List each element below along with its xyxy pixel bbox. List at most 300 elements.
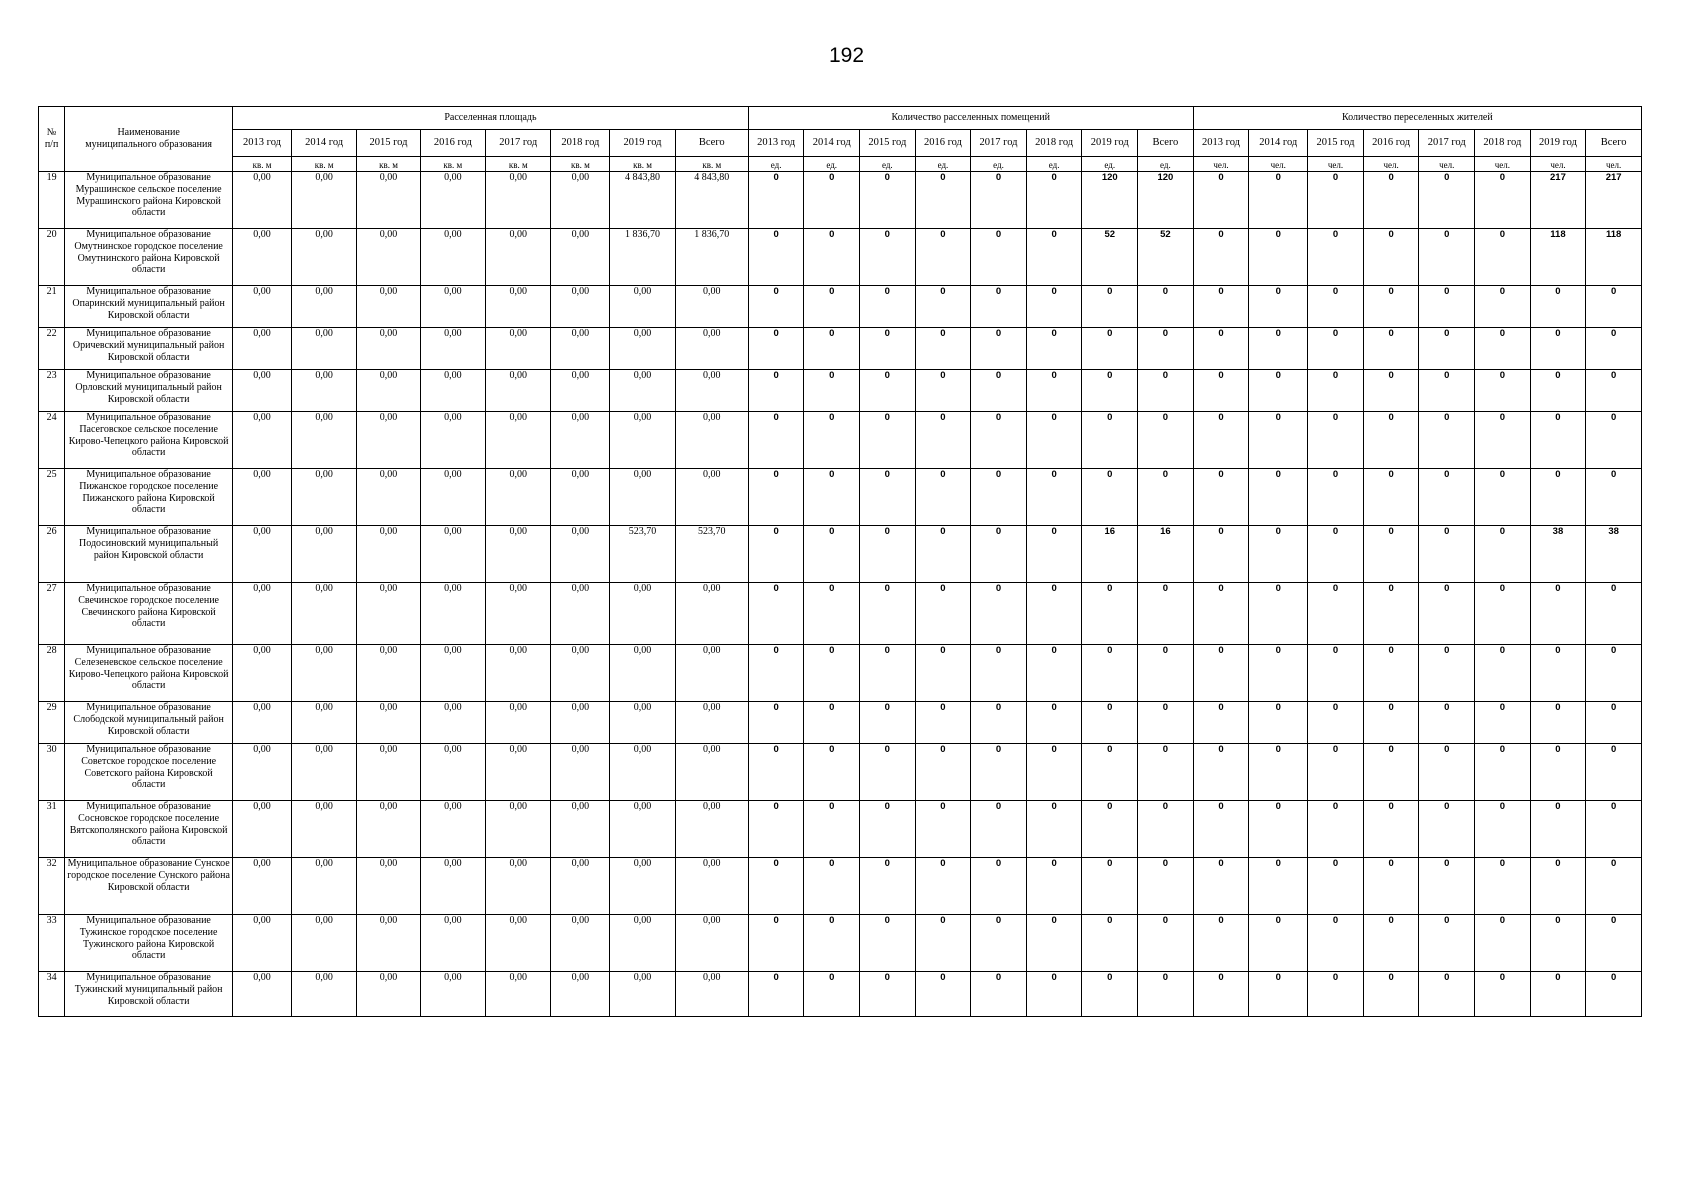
cell-value: 0 [915,370,971,412]
municipality-name: Муниципальное образование Оричевский муниципальный район Кировской области [65,328,233,370]
header-unit: чел. [1475,157,1531,172]
cell-value: 0 [1082,801,1138,858]
cell-value: 0 [1249,526,1308,583]
cell-value: 0 [1475,172,1531,229]
header-year: 2015 год [1308,130,1364,157]
cell-value: 0,00 [675,370,748,412]
cell-value: 0,00 [610,583,675,645]
header-name: Наименование муниципального образования [65,107,233,172]
cell-value: 0 [1082,370,1138,412]
cell-value: 0,00 [233,286,292,328]
cell-value: 0 [1530,412,1586,469]
cell-value: 0 [1363,858,1419,915]
cell-value: 0 [1138,370,1194,412]
cell-value: 0 [1308,858,1364,915]
cell-value: 0 [915,172,971,229]
cell-value: 0 [1249,744,1308,801]
cell-value: 0 [915,972,971,1017]
cell-value: 0 [915,286,971,328]
cell-value: 0 [1308,328,1364,370]
cell-value: 0,00 [675,286,748,328]
cell-value: 0,00 [357,583,420,645]
cell-value: 0 [748,972,804,1017]
cell-value: 0,00 [420,801,485,858]
cell-value: 0 [1249,229,1308,286]
cell-value: 0,00 [610,370,675,412]
cell-value: 0,00 [420,469,485,526]
cell-value: 4 843,80 [675,172,748,229]
cell-value: 0 [1193,645,1249,702]
cell-value: 0 [1026,858,1082,915]
header-year: 2016 год [1363,130,1419,157]
cell-value: 0 [748,526,804,583]
cell-value: 0 [1419,858,1475,915]
cell-value: 0,00 [610,645,675,702]
cell-value: 0,00 [420,229,485,286]
cell-value: 0 [1308,972,1364,1017]
cell-value: 0 [1419,744,1475,801]
cell-value: 0 [1363,702,1419,744]
cell-value: 0 [1308,702,1364,744]
cell-value: 0,00 [486,469,551,526]
cell-value: 0,00 [357,229,420,286]
cell-value: 0 [1419,702,1475,744]
cell-value: 0,00 [233,858,292,915]
cell-value: 0,00 [486,744,551,801]
cell-value: 0 [1026,801,1082,858]
cell-value: 0,00 [551,526,610,583]
cell-value: 0,00 [357,172,420,229]
cell-value: 0 [1026,645,1082,702]
cell-value: 0,00 [233,229,292,286]
cell-value: 0,00 [551,229,610,286]
municipality-name: Муниципальное образование Опаринский муниципальный район Кировской области [65,286,233,328]
cell-value: 0 [804,412,860,469]
cell-value: 0 [1193,744,1249,801]
cell-value: 0 [1249,801,1308,858]
cell-value: 0 [1530,645,1586,702]
cell-value: 0,00 [675,412,748,469]
table-row [39,526,1642,583]
cell-value: 0,00 [486,286,551,328]
cell-value: 0 [1193,801,1249,858]
cell-value: 0 [1193,583,1249,645]
cell-value: 0 [1586,469,1642,526]
cell-value: 0,00 [291,328,356,370]
cell-value: 0 [860,370,916,412]
cell-value: 0,00 [551,469,610,526]
cell-value: 0 [915,328,971,370]
cell-value: 0,00 [291,286,356,328]
cell-value: 0 [1249,702,1308,744]
cell-value: 0 [1419,412,1475,469]
table-row [39,744,1642,801]
cell-value: 0,00 [291,172,356,229]
cell-value: 0 [1363,583,1419,645]
cell-value: 0 [1308,915,1364,972]
cell-value: 0,00 [233,645,292,702]
cell-value: 0,00 [291,915,356,972]
header-unit: кв. м [291,157,356,172]
header-unit: кв. м [675,157,748,172]
row-number: 21 [39,286,65,328]
header-year: 2017 год [971,130,1027,157]
cell-value: 0 [971,583,1027,645]
cell-value: 0 [1249,583,1308,645]
cell-value: 0 [804,370,860,412]
row-number: 27 [39,583,65,645]
cell-value: 0,00 [420,915,485,972]
row-number: 31 [39,801,65,858]
cell-value: 0 [971,645,1027,702]
cell-value: 0 [1363,172,1419,229]
cell-value: 0 [1082,328,1138,370]
cell-value: 0 [1475,583,1531,645]
cell-value: 0 [1475,744,1531,801]
cell-value: 0,00 [610,972,675,1017]
header-year: 2018 год [551,130,610,157]
table-row [39,972,1642,1017]
cell-value: 0,00 [233,328,292,370]
header-unit: чел. [1530,157,1586,172]
page-number: 192 [828,44,865,67]
cell-value: 0,00 [551,412,610,469]
header-unit: ед. [804,157,860,172]
cell-value: 523,70 [675,526,748,583]
cell-value: 0 [1530,801,1586,858]
table-row [39,286,1642,328]
cell-value: 0 [1249,370,1308,412]
cell-value: 0,00 [675,801,748,858]
cell-value: 0,00 [357,858,420,915]
header-year: Всего [1586,130,1642,157]
municipality-name: Муниципальное образование Свечинское городское поселение Свечинского района Кировской области [65,583,233,645]
cell-value: 0,00 [233,972,292,1017]
cell-value: 0,00 [420,526,485,583]
cell-value: 0,00 [420,583,485,645]
cell-value: 0,00 [357,370,420,412]
cell-value: 0 [1249,469,1308,526]
cell-value: 0,00 [610,744,675,801]
cell-value: 0 [860,801,916,858]
cell-value: 0 [1419,915,1475,972]
cell-value: 0 [860,915,916,972]
cell-value: 0 [748,412,804,469]
cell-value: 0,00 [357,915,420,972]
cell-value: 0,00 [420,412,485,469]
header-year: 2014 год [1249,130,1308,157]
row-number: 26 [39,526,65,583]
cell-value: 0 [1026,972,1082,1017]
cell-value: 0 [1530,744,1586,801]
table-row [39,469,1642,526]
cell-value: 0 [1586,286,1642,328]
cell-value: 4 843,80 [610,172,675,229]
cell-value: 0 [748,645,804,702]
cell-value: 0 [1308,229,1364,286]
cell-value: 0 [1475,858,1531,915]
cell-value: 0 [860,412,916,469]
header-year: 2014 год [804,130,860,157]
cell-value: 0 [860,286,916,328]
cell-value: 0,00 [233,744,292,801]
cell-value: 0 [1249,328,1308,370]
cell-value: 0 [1026,583,1082,645]
municipality-name: Муниципальное образование Тужинский муниципальный район Кировской области [65,972,233,1017]
cell-value: 0,00 [357,645,420,702]
cell-value: 0,00 [233,915,292,972]
table-row [39,412,1642,469]
header-unit: ед. [1138,157,1194,172]
cell-value: 0 [1419,370,1475,412]
cell-value: 0,00 [233,583,292,645]
cell-value: 0 [1475,469,1531,526]
cell-value: 0 [1082,645,1138,702]
cell-value: 0 [1363,229,1419,286]
cell-value: 0 [1138,583,1194,645]
cell-value: 0 [804,469,860,526]
cell-value: 0 [1586,915,1642,972]
cell-value: 0 [1026,328,1082,370]
cell-value: 0 [860,583,916,645]
cell-value: 0 [1138,702,1194,744]
table-row [39,801,1642,858]
cell-value: 0 [748,172,804,229]
cell-value: 0 [1026,526,1082,583]
cell-value: 0 [748,328,804,370]
cell-value: 0 [971,286,1027,328]
municipality-name: Муниципальное образование Сосновское городское поселение Вятскополянского района Кировской области [65,801,233,858]
cell-value: 0 [1475,229,1531,286]
cell-value: 0 [1530,858,1586,915]
cell-value: 0 [915,229,971,286]
cell-value: 0 [1193,328,1249,370]
cell-value: 0,00 [291,526,356,583]
cell-value: 0,00 [291,972,356,1017]
cell-value: 0 [971,328,1027,370]
cell-value: 0 [1363,328,1419,370]
cell-value: 0 [860,744,916,801]
cell-value: 0 [1530,702,1586,744]
cell-value: 0,00 [675,583,748,645]
cell-value: 0 [804,286,860,328]
cell-value: 0 [1249,412,1308,469]
header-year: 2013 год [748,130,804,157]
cell-value: 0 [1082,286,1138,328]
cell-value: 0 [804,229,860,286]
cell-value: 0 [1586,645,1642,702]
cell-value: 0 [1363,645,1419,702]
cell-value: 0 [1475,526,1531,583]
cell-value: 0,00 [420,370,485,412]
cell-value: 0 [915,702,971,744]
cell-value: 0,00 [357,702,420,744]
header-unit: кв. м [233,157,292,172]
cell-value: 0 [971,858,1027,915]
cell-value: 0 [1363,469,1419,526]
cell-value: 0 [1530,370,1586,412]
header-year: 2018 год [1475,130,1531,157]
cell-value: 217 [1530,172,1586,229]
municipality-name: Муниципальное образование Слободской муниципальный район Кировской области [65,702,233,744]
header-unit: чел. [1363,157,1419,172]
row-number: 33 [39,915,65,972]
cell-value: 0,00 [486,412,551,469]
header-unit: ед. [1082,157,1138,172]
cell-value: 0,00 [551,915,610,972]
cell-value: 0,00 [291,469,356,526]
cell-value: 0,00 [357,469,420,526]
cell-value: 0,00 [233,526,292,583]
cell-value: 523,70 [610,526,675,583]
municipality-name: Муниципальное образование Подосиновский муниципальный район Кировской области [65,526,233,583]
cell-value: 0 [860,328,916,370]
cell-value: 0 [748,702,804,744]
cell-value: 0 [1082,744,1138,801]
cell-value: 0 [1026,915,1082,972]
cell-value: 0 [1308,469,1364,526]
cell-value: 0 [1363,744,1419,801]
table-row [39,172,1642,229]
cell-value: 0,00 [675,858,748,915]
cell-value: 0 [860,469,916,526]
cell-value: 0 [971,469,1027,526]
cell-value: 0 [1475,972,1531,1017]
cell-value: 0,00 [357,286,420,328]
cell-value: 0 [1026,229,1082,286]
cell-value: 0 [1249,286,1308,328]
row-number: 32 [39,858,65,915]
cell-value: 0 [915,915,971,972]
cell-value: 0 [1082,972,1138,1017]
cell-value: 0 [860,229,916,286]
cell-value: 0 [1586,702,1642,744]
cell-value: 0 [1193,972,1249,1017]
cell-value: 0,00 [420,645,485,702]
cell-value: 0,00 [551,801,610,858]
cell-value: 16 [1138,526,1194,583]
cell-value: 0 [1193,526,1249,583]
cell-value: 0,00 [675,915,748,972]
cell-value: 1 836,70 [675,229,748,286]
header-unit: ед. [748,157,804,172]
table-row [39,702,1642,744]
cell-value: 0,00 [291,645,356,702]
cell-value: 0,00 [486,526,551,583]
cell-value: 0 [1082,469,1138,526]
cell-value: 0 [804,801,860,858]
row-number: 34 [39,972,65,1017]
cell-value: 0 [1363,370,1419,412]
cell-value: 0,00 [551,645,610,702]
table-row [39,229,1642,286]
cell-value: 0,00 [420,172,485,229]
cell-value: 0 [915,645,971,702]
municipality-name: Муниципальное образование Омутнинское городское поселение Омутнинского района Кировской области [65,229,233,286]
table-row [39,915,1642,972]
cell-value: 0,00 [610,858,675,915]
cell-value: 0 [1082,858,1138,915]
cell-value: 0 [1530,972,1586,1017]
cell-value: 0 [1082,412,1138,469]
cell-value: 0 [1082,915,1138,972]
row-number: 25 [39,469,65,526]
cell-value: 120 [1082,172,1138,229]
cell-value: 0,00 [551,858,610,915]
cell-value: 0,00 [551,972,610,1017]
cell-value: 0 [1419,526,1475,583]
cell-value: 0,00 [357,744,420,801]
cell-value: 38 [1530,526,1586,583]
cell-value: 0,00 [486,858,551,915]
cell-value: 0 [1138,801,1194,858]
cell-value: 0,00 [551,286,610,328]
cell-value: 0 [860,645,916,702]
cell-value: 16 [1082,526,1138,583]
header-row-units [39,157,1642,172]
header-unit: чел. [1308,157,1364,172]
cell-value: 118 [1530,229,1586,286]
cell-value: 0 [1363,972,1419,1017]
cell-value: 0 [1475,915,1531,972]
header-year: Всего [675,130,748,157]
cell-value: 0,00 [357,328,420,370]
cell-value: 0,00 [675,702,748,744]
cell-value: 0 [1026,286,1082,328]
header-unit: чел. [1586,157,1642,172]
cell-value: 0 [748,915,804,972]
header-year: 2015 год [860,130,916,157]
cell-value: 0 [1138,469,1194,526]
header-year: 2015 год [357,130,420,157]
cell-value: 0 [1138,744,1194,801]
cell-value: 0 [971,702,1027,744]
cell-value: 0,00 [291,370,356,412]
municipality-name: Муниципальное образование Селезеневское сельское поселение Кирово-Чепецкого района Кировской области [65,645,233,702]
cell-value: 52 [1138,229,1194,286]
cell-value: 0 [971,412,1027,469]
cell-value: 1 836,70 [610,229,675,286]
cell-value: 0 [804,972,860,1017]
header-year: 2016 год [420,130,485,157]
cell-value: 0,00 [675,328,748,370]
cell-value: 0 [971,744,1027,801]
header-year: 2013 год [1193,130,1249,157]
municipality-name: Муниципальное образование Пижанское городское поселение Пижанского района Кировской области [65,469,233,526]
cell-value: 0 [1363,286,1419,328]
header-row-years [39,130,1642,157]
header-unit: кв. м [357,157,420,172]
cell-value: 0,00 [291,744,356,801]
cell-value: 0 [971,172,1027,229]
cell-value: 0 [748,744,804,801]
cell-value: 0,00 [486,915,551,972]
cell-value: 0 [1026,370,1082,412]
cell-value: 0 [1308,801,1364,858]
header-row-groups [39,107,1642,130]
table-row [39,328,1642,370]
row-number: 19 [39,172,65,229]
cell-value: 0,00 [551,172,610,229]
cell-value: 0 [1363,412,1419,469]
cell-value: 0 [915,412,971,469]
cell-value: 0 [1193,229,1249,286]
header-group-units: Количество расселенных помещений [748,107,1193,130]
header-year: 2014 год [291,130,356,157]
cell-value: 0,00 [233,172,292,229]
cell-value: 0,00 [291,858,356,915]
table-row [39,370,1642,412]
